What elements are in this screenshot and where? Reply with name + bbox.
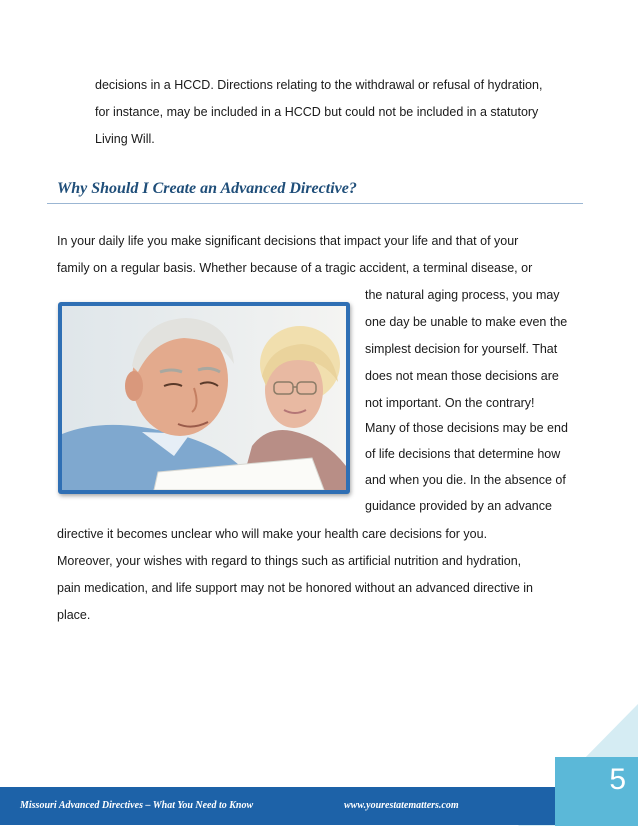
body-line: Moreover, your wishes with regard to things such as artificial nutrition and hydration, [57,554,522,568]
footer-url: www.yourestatematters.com [344,800,459,811]
wrap-line: does not mean those decisions are [365,369,559,383]
section-heading: Why Should I Create an Advanced Directive? [57,180,357,197]
wrap-line: simplest decision for yourself. That [365,342,558,356]
page-number: 5 [609,763,626,796]
body-line: pain medication, and life support may not be honored without an advanced directive in [57,581,533,595]
wrap-line: one day be unable to make even the [365,315,568,329]
wrap-line: of life decisions that determine how [365,447,561,461]
wrap-line: Many of those decisions may be end [365,421,568,435]
body-line: family on a regular basis. Whether because of a tragic accident, a terminal disease, or [57,261,533,275]
page-number-box [555,757,638,826]
intro-line: for instance, may be included in a HCCD but could not be included in a statutory [95,105,539,119]
photo-frame [58,302,350,494]
intro-line: decisions in a HCCD. Directions relating to the withdrawal or refusal of hydration, [95,78,543,92]
elderly-couple-photo [62,306,346,490]
footer-title: Missouri Advanced Directives – What You Need to Know [20,800,254,811]
body-line: In your daily life you make significant decisions that impact your life and that of your [57,234,519,248]
body-line: directive it becomes unclear who will make your health care decisions for you. [57,527,488,541]
heading-divider [47,203,583,204]
couple-illustration [62,306,346,490]
wrap-line: not important. On the contrary! [365,396,535,410]
wrap-line: guidance provided by an advance [365,499,552,513]
intro-line: Living Will. [95,132,155,146]
wrap-line: and when you die. In the absence of [365,473,566,487]
footer-bar [0,787,555,825]
body-line: place. [57,608,91,622]
wrap-line: the natural aging process, you may [365,288,560,302]
